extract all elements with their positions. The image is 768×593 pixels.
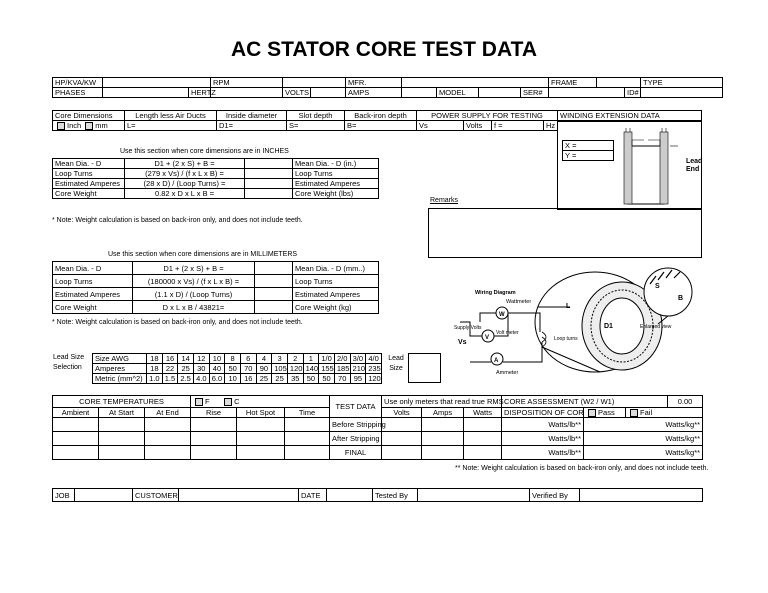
model-field[interactable]: [479, 88, 521, 98]
lead-metric-cell: 70: [334, 374, 350, 384]
header-table: [52, 77, 723, 98]
pass-checkbox[interactable]: [588, 409, 596, 417]
customer-field[interactable]: [179, 489, 299, 502]
test-data-title: TEST DATA: [330, 396, 382, 418]
inch-label: Inch: [67, 121, 82, 130]
temp-cell[interactable]: [237, 418, 285, 432]
lead-end-label: Lead End: [686, 158, 703, 173]
winding-ext-drawing: [620, 126, 680, 208]
temp-cell[interactable]: [191, 418, 237, 432]
temp-cell[interactable]: [237, 432, 285, 446]
wattmeter-label: Wattmeter: [506, 299, 532, 305]
before-stripping-label: Before Stripping: [330, 418, 382, 432]
lead-amps-cell: 50: [225, 364, 241, 374]
lead-awg-cell: 12: [193, 354, 209, 364]
test-cell[interactable]: [382, 446, 422, 460]
inch-formula: (279 x Vs) / (f x L x B) =: [125, 169, 245, 179]
phases-field[interactable]: [103, 88, 189, 98]
lead-amps-cell: 40: [209, 364, 225, 374]
lead-amps-cell: 235: [366, 364, 382, 374]
watts-col: Watts: [464, 408, 502, 418]
watts-kg-label: Watts/kg**: [584, 418, 703, 432]
inch-row-label: Loop Turns: [53, 169, 125, 179]
lead-awg-cell: 14: [178, 354, 194, 364]
test-cell[interactable]: [422, 418, 464, 432]
lead-right-label: Lead: [388, 355, 404, 362]
fail-cell: [626, 408, 703, 418]
amps-col: Amps: [422, 408, 464, 418]
lead-amps-cell: 70: [240, 364, 256, 374]
volts-unit: Volts: [464, 121, 492, 131]
mm-checkbox[interactable]: [85, 122, 93, 130]
pass-cell: [584, 408, 626, 418]
temp-cell[interactable]: [53, 446, 99, 460]
id-field[interactable]: [641, 88, 723, 98]
lead-amps-cell: 210: [350, 364, 366, 374]
awg-label: Size AWG: [93, 354, 147, 364]
mm-formula: (180000 x Vs) / (f x L x B) =: [133, 275, 255, 288]
inch-result-label: Core Weight (lbs): [293, 189, 379, 199]
v-symbol: V: [485, 335, 490, 341]
d1-field[interactable]: D1=: [217, 121, 287, 131]
mm-formula: (1.1 x D) / (Loop Turns): [133, 288, 255, 301]
stator-diagram: [450, 262, 705, 392]
hp-label: HP/KVA/KW: [53, 78, 103, 88]
mm-result[interactable]: [255, 262, 293, 275]
b-field[interactable]: B=: [345, 121, 417, 131]
watts-lb-label: Watts/lb**: [502, 432, 584, 446]
supply-label: Supply Volts: [454, 325, 482, 331]
mm-result[interactable]: [255, 275, 293, 288]
s-symbol: S: [655, 283, 660, 290]
winding-ext-table: [562, 140, 614, 161]
l-field[interactable]: L=: [125, 121, 217, 131]
temp-cell[interactable]: [99, 446, 145, 460]
mm-row-label: Estimated Amperes: [53, 288, 133, 301]
inches-note: * Note: Weight calculation is based on back-iron only, and does not include teeth.: [52, 217, 303, 224]
lead-metric-cell: 6.0: [209, 374, 225, 384]
x-field[interactable]: X =: [563, 141, 614, 151]
lead-metric-cell: 25: [256, 374, 272, 384]
lead-size-table: [92, 353, 382, 384]
lead-awg-cell: 1: [303, 354, 319, 364]
hertz-label: HERTZ: [189, 88, 211, 98]
ambient-col: Ambient: [53, 408, 99, 418]
test-cell[interactable]: [422, 432, 464, 446]
lead-awg-cell: 8: [225, 354, 241, 364]
lead-metric-cell: 120: [366, 374, 382, 384]
tested-by-label: Tested By: [373, 489, 418, 502]
lead-awg-cell: 3: [272, 354, 288, 364]
temp-cell[interactable]: [53, 418, 99, 432]
assess-value: 0.00: [668, 396, 703, 408]
inch-result[interactable]: [245, 179, 293, 189]
loop-turns-label: Loop turns: [554, 336, 578, 342]
phases-label: PHASES: [53, 88, 103, 98]
lead-metric-cell: 35: [287, 374, 303, 384]
lead-metric-cell: 95: [350, 374, 366, 384]
vs-label: Vs: [458, 339, 467, 346]
volts-col: Volts: [382, 408, 422, 418]
enlarged-label: Enlarged view: [640, 324, 672, 330]
test-cell[interactable]: [464, 446, 502, 460]
test-cell[interactable]: [422, 446, 464, 460]
volts-label: VOLTS: [283, 88, 311, 98]
lead-metric-cell: 1.5: [162, 374, 178, 384]
lead-awg-cell: 1/0: [319, 354, 335, 364]
lead-metric-cell: 1.0: [147, 374, 163, 384]
lead-awg-cell: 18: [147, 354, 163, 364]
page-title: AC STATOR CORE TEST DATA: [230, 38, 538, 61]
time-col: Time: [285, 408, 330, 418]
customer-label: CUSTOMER: [133, 489, 179, 502]
at-end-col: At End: [145, 408, 191, 418]
mm-row-label: Mean Dia. - D: [53, 262, 133, 275]
hp-field[interactable]: [103, 78, 211, 88]
job-label: JOB: [53, 489, 75, 502]
amps-label: Amperes: [93, 364, 147, 374]
mm-formula: D1 + (2 x S) + B =: [133, 262, 255, 275]
c-label: C: [234, 396, 240, 406]
c-checkbox[interactable]: [224, 398, 232, 406]
id-label: ID#: [625, 88, 641, 98]
fail-label: Fail: [640, 408, 653, 417]
fail-checkbox[interactable]: [630, 409, 638, 417]
inch-row-label: Mean Dia. - D: [53, 159, 125, 169]
lead-amps-cell: 22: [162, 364, 178, 374]
mm-result[interactable]: [255, 288, 293, 301]
inch-checkbox[interactable]: [57, 122, 65, 130]
temp-cell[interactable]: [285, 446, 330, 460]
inch-result-label: Loop Turns: [293, 169, 379, 179]
watts-kg-label: Watts/kg**: [584, 432, 703, 446]
test-cell[interactable]: [464, 432, 502, 446]
final-label: FINAL: [330, 446, 382, 460]
length-header: Length less Air Ducts: [125, 111, 217, 121]
watts-kg-label: Watts/kg**: [584, 446, 703, 460]
inch-row-label: Estimated Amperes: [53, 179, 125, 189]
verified-by-field[interactable]: [580, 489, 703, 502]
slot-depth-header: Slot depth: [287, 111, 345, 121]
footer-table: [52, 488, 703, 502]
job-field[interactable]: [75, 489, 133, 502]
rpm-label: RPM: [211, 78, 283, 88]
remarks-label: Remarks: [430, 197, 459, 204]
mm-result-label: Core Weight (kg): [293, 301, 379, 314]
mfr-field[interactable]: [402, 78, 549, 88]
core-temp-title: CORE TEMPERATURES: [53, 396, 191, 408]
mm-result-label: Loop Turns: [293, 275, 379, 288]
temp-cell[interactable]: [285, 432, 330, 446]
inches-caption: Use this section when core dimensions are in INCHES: [120, 148, 289, 155]
core-dims-table: [52, 110, 558, 131]
mm-result-label: Estimated Amperes: [293, 288, 379, 301]
date-field[interactable]: [327, 489, 373, 502]
rise-col: Rise: [191, 408, 237, 418]
lead-amps-cell: 25: [178, 364, 194, 374]
frame-label: FRAME: [549, 78, 597, 88]
inch-formula: (28 x D) / (Loop Turns) =: [125, 179, 245, 189]
lead-awg-cell: 10: [209, 354, 225, 364]
lead-amps-cell: 105: [272, 364, 288, 374]
mm-table: [52, 261, 379, 314]
date-label: DATE: [299, 489, 327, 502]
watts-lb-label: Watts/lb**: [502, 446, 584, 460]
y-field[interactable]: Y =: [563, 151, 614, 161]
b-symbol: B: [678, 295, 684, 302]
lead-metric-cell: 16: [240, 374, 256, 384]
lead-size-label-block: [53, 353, 84, 373]
temp-cell[interactable]: [145, 446, 191, 460]
f-label: F: [205, 396, 210, 406]
watts-lb-label: Watts/lb**: [502, 418, 584, 432]
lead-amps-cell: 185: [334, 364, 350, 374]
temp-unit-select: [191, 396, 330, 408]
lead-amps-cell: 120: [287, 364, 303, 374]
mm-row-label: Core Weight: [53, 301, 133, 314]
lead-metric-cell: 25: [272, 374, 288, 384]
f-checkbox[interactable]: [195, 398, 203, 406]
a-symbol: A: [494, 358, 499, 364]
meters-note: Use only meters that read true RMS: [382, 396, 502, 408]
ammeter-label: Ammeter: [496, 370, 519, 376]
inch-result-label: Estimated Amperes: [293, 179, 379, 189]
metric-label: Metric (mm^2): [93, 374, 147, 384]
remarks-box[interactable]: [428, 208, 702, 258]
lead-awg-cell: 16: [162, 354, 178, 364]
frame-field[interactable]: [597, 78, 641, 88]
test-cell[interactable]: [382, 418, 422, 432]
vs-field[interactable]: Vs: [417, 121, 464, 131]
lead-metric-cell: 2.5: [178, 374, 194, 384]
lead-awg-cell: 3/0: [350, 354, 366, 364]
lead-amps-cell: 90: [256, 364, 272, 374]
mm-note: * Note: Weight calculation is based on back-iron only, and does not include teeth.: [52, 319, 303, 326]
inch-formula: D1 + (2 x S) + B =: [125, 159, 245, 169]
f-field[interactable]: f =: [492, 121, 544, 131]
inch-formula: 0.82 x D x L x B =: [125, 189, 245, 199]
unit-select: [53, 121, 125, 131]
temp-cell[interactable]: [145, 418, 191, 432]
hot-spot-col: Hot Spot: [237, 408, 285, 418]
inside-dia-header: Inside diameter: [217, 111, 287, 121]
lead-metric-cell: 50: [319, 374, 335, 384]
back-iron-header: Back-iron depth: [345, 111, 417, 121]
test-table: [52, 395, 703, 460]
inch-result[interactable]: [245, 169, 293, 179]
temp-cell[interactable]: [145, 432, 191, 446]
verified-by-label: Verified By: [530, 489, 580, 502]
inch-row-label: Core Weight: [53, 189, 125, 199]
temp-cell[interactable]: [99, 418, 145, 432]
assess-label: CORE ASSESSMENT (W2 / W1): [502, 396, 668, 408]
temp-cell[interactable]: [191, 446, 237, 460]
tested-by-field[interactable]: [418, 489, 530, 502]
lead-size-label: Lead Size: [53, 354, 85, 361]
test-cell[interactable]: [464, 418, 502, 432]
test-cell[interactable]: [382, 432, 422, 446]
mm-caption: Use this section when core dimensions are in MILLIMETERS: [108, 251, 298, 258]
ser-field[interactable]: [549, 88, 625, 98]
temp-cell[interactable]: [99, 432, 145, 446]
lead-size-field[interactable]: [408, 353, 441, 383]
lead-awg-cell: 2: [287, 354, 303, 364]
inch-result[interactable]: [245, 159, 293, 169]
l-symbol: L: [566, 303, 571, 310]
lead-amps-cell: 18: [147, 364, 163, 374]
pass-label: Pass: [598, 408, 615, 417]
at-start-col: At Start: [99, 408, 145, 418]
rpm-field[interactable]: [283, 78, 346, 88]
winding-ext-header: WINDING EXTENSION DATA: [557, 110, 702, 121]
hertz-field[interactable]: [211, 88, 283, 98]
test-note: ** Note: Weight calculation is based on back-iron only, and does not include teeth.: [455, 465, 709, 472]
mm-label: mm: [95, 121, 108, 130]
lead-size-right: [385, 354, 407, 374]
size-right-label: Size: [389, 365, 403, 372]
amps-label: AMPS: [346, 88, 402, 98]
temp-cell[interactable]: [285, 418, 330, 432]
mm-formula: D x L x B / 43821=: [133, 301, 255, 314]
lead-amps-cell: 155: [319, 364, 335, 374]
inch-result[interactable]: [245, 189, 293, 199]
lead-awg-cell: 6: [240, 354, 256, 364]
lead-metric-cell: 4.0: [193, 374, 209, 384]
selection-label: Selection: [53, 364, 82, 371]
temp-cell[interactable]: [191, 432, 237, 446]
s-field[interactable]: S=: [287, 121, 345, 131]
inches-table: [52, 158, 379, 199]
lead-awg-cell: 4: [256, 354, 272, 364]
amps-field[interactable]: [402, 88, 437, 98]
disposition-label: DISPOSITION OF COR: [502, 408, 584, 418]
winding-ext-panel: [557, 121, 702, 210]
w-symbol: W: [499, 312, 505, 318]
ser-label: SER#: [521, 88, 549, 98]
model-label: MODEL: [437, 88, 479, 98]
d1-symbol: D1: [604, 323, 613, 330]
wiring-diagram-label: Wiring Diagram: [475, 290, 516, 296]
temp-cell[interactable]: [53, 432, 99, 446]
hz-unit: Hz: [544, 121, 558, 131]
voltmeter-label: Volt meter: [496, 330, 519, 336]
mfr-label: MFR.: [346, 78, 402, 88]
volts-field[interactable]: [311, 88, 346, 98]
lead-amps-cell: 30: [193, 364, 209, 374]
temp-cell[interactable]: [237, 446, 285, 460]
lead-awg-cell: 4/0: [366, 354, 382, 364]
lead-metric-cell: 10: [225, 374, 241, 384]
lead-metric-cell: 50: [303, 374, 319, 384]
mm-result-label: Mean Dia. - D (mm..): [293, 262, 379, 275]
power-supply-header: POWER SUPPLY FOR TESTING: [417, 111, 558, 121]
mm-row-label: Loop Turns: [53, 275, 133, 288]
core-dim-header: Core Dimensions: [53, 111, 125, 121]
mm-result[interactable]: [255, 301, 293, 314]
inch-result-label: Mean Dia. - D (in.): [293, 159, 379, 169]
after-stripping-label: After Stripping: [330, 432, 382, 446]
lead-amps-cell: 140: [303, 364, 319, 374]
type-label: TYPE: [641, 78, 723, 88]
lead-awg-cell: 2/0: [334, 354, 350, 364]
